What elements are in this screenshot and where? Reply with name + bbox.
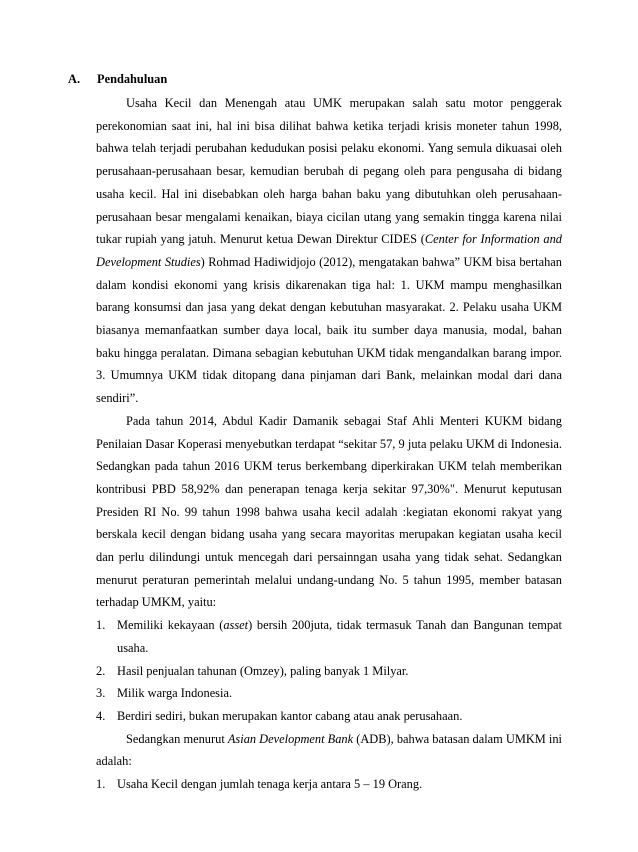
list-number: 1. — [96, 618, 106, 633]
list-item — [96, 614, 562, 659]
section-letter: A. — [68, 72, 81, 86]
list-number: 1. — [96, 777, 106, 792]
list-item — [96, 705, 562, 728]
section-title: Pendahuluan — [97, 72, 168, 86]
list-number: 4. — [96, 708, 106, 723]
paragraph-intro-text-2: ) Rohmad Hadiwidjojo (2012), mengatakan bahwa” UKM bisa bertahan dalam kondisi ekonomi yang krisis dikarenakan tiga hal: 1. UKM mampu menghasilkan barang konsumsi dan jasa yang dekat dengan kebutuhan masyarakat. 2. Pelaku usaha UKM biasanya memanfaatkan sumber daya local, baik itu sumber daya manusia, modal, bahan baku hingga peralatan. Dimana sebagian kebutuhan UKM tidak mengandalkan barang impor. 3. Umumnya UKM tidak ditopang dana pinjaman dari Bank, melainkan modal dari dana sendiri”. — [96, 254, 562, 406]
adb-criteria-list — [96, 773, 562, 796]
list-item-text-1: Memiliki kekayaan ( — [117, 618, 224, 633]
paragraph-statistics: Pada tahun 2014, Abdul Kadir Damanik sebagai Staf Ahli Menteri KUKM bidang Penilaian Dasar Koperasi menyebutkan terdapat “sekitar 57, 9 juta pelaku UKM di Indonesia. Sedangkan pada tahun 2016 UKM terus berkembang diperkirakan UKM telah memberikan kontribusi PBD 58,92% dan penerapan tenaga kerja sekitar 97,30%". Menurut keputusan Presiden RI No. 99 tahun 1998 bahwa usaha kecil adalah :kegiatan ekonomi rakyat yang berskala kecil dengan bidang usaha yang secara mayoritas merupakan kegiatan usaha kecil dan perlu dilindungi untuk mencegah dari persainngan usaha yang tidak sehat. Sedangkan menurut peraturan pemerintah melalui undang-undang No. 5 tahun 1995, member batasan terhadap UMKM, yaitu: — [96, 413, 562, 610]
list-item-text: Usaha Kecil dengan jumlah tenaga kerja antara 5 – 19 Orang. — [117, 777, 423, 792]
list-item-text: Berdiri sediri, bukan merupakan kantor cabang atau anak perusahaan. — [117, 708, 463, 723]
paragraph-adb — [96, 728, 562, 773]
list-item-italic: asset — [223, 618, 249, 633]
document-body — [96, 92, 562, 796]
list-number: 3. — [96, 686, 106, 701]
list-item — [96, 682, 562, 705]
list-item — [96, 773, 562, 796]
paragraph-adb-text-2: (ADB), bahwa batasan dalam UMKM ini adalah: — [96, 731, 562, 769]
list-item-text: Milik warga Indonesia. — [117, 686, 233, 701]
list-item — [96, 660, 562, 683]
list-item-text: Hasil penjualan tahunan (Omzey), paling banyak 1 Milyar. — [117, 663, 409, 678]
section-heading — [68, 72, 167, 87]
criteria-list — [96, 614, 562, 728]
paragraph-intro — [96, 92, 562, 410]
list-item-text-2: ) bersih 200juta, tidak termasuk Tanah dan Bangunan tempat usaha. — [117, 618, 562, 655]
paragraph-intro-italic: Center for Information and Development Studies — [96, 232, 562, 269]
paragraph-intro-text-1: Usaha Kecil dan Menengah atau UMK merupakan salah satu motor penggerak perekonomian saat ini, hal ini bisa dilihat bahwa ketika terjadi krisis moneter tahun 1998, bahwa telah terjadi perubahan kedudukan posisi pelaku ekonomi. Yang semula dikuasai oleh perusahaan-perusahaan besar, kemudian berubah di pegang oleh para pengusaha di bidang usaha kecil. Hal ini disebabkan oleh harga bahan baku yang dibutuhkan oleh perusahaan-perusahaan besar mengalami kenaikan, biaya cicilan utang yang semakin tingga karena nilai tukar rupiah yang jatuh. Menurut ketua Dewan Direktur CIDES ( — [96, 96, 562, 247]
paragraph-adb-text-1: Sedangkan menurut — [126, 731, 228, 746]
paragraph-adb-italic: Asian Development Bank — [227, 731, 354, 746]
list-number: 2. — [96, 663, 106, 678]
